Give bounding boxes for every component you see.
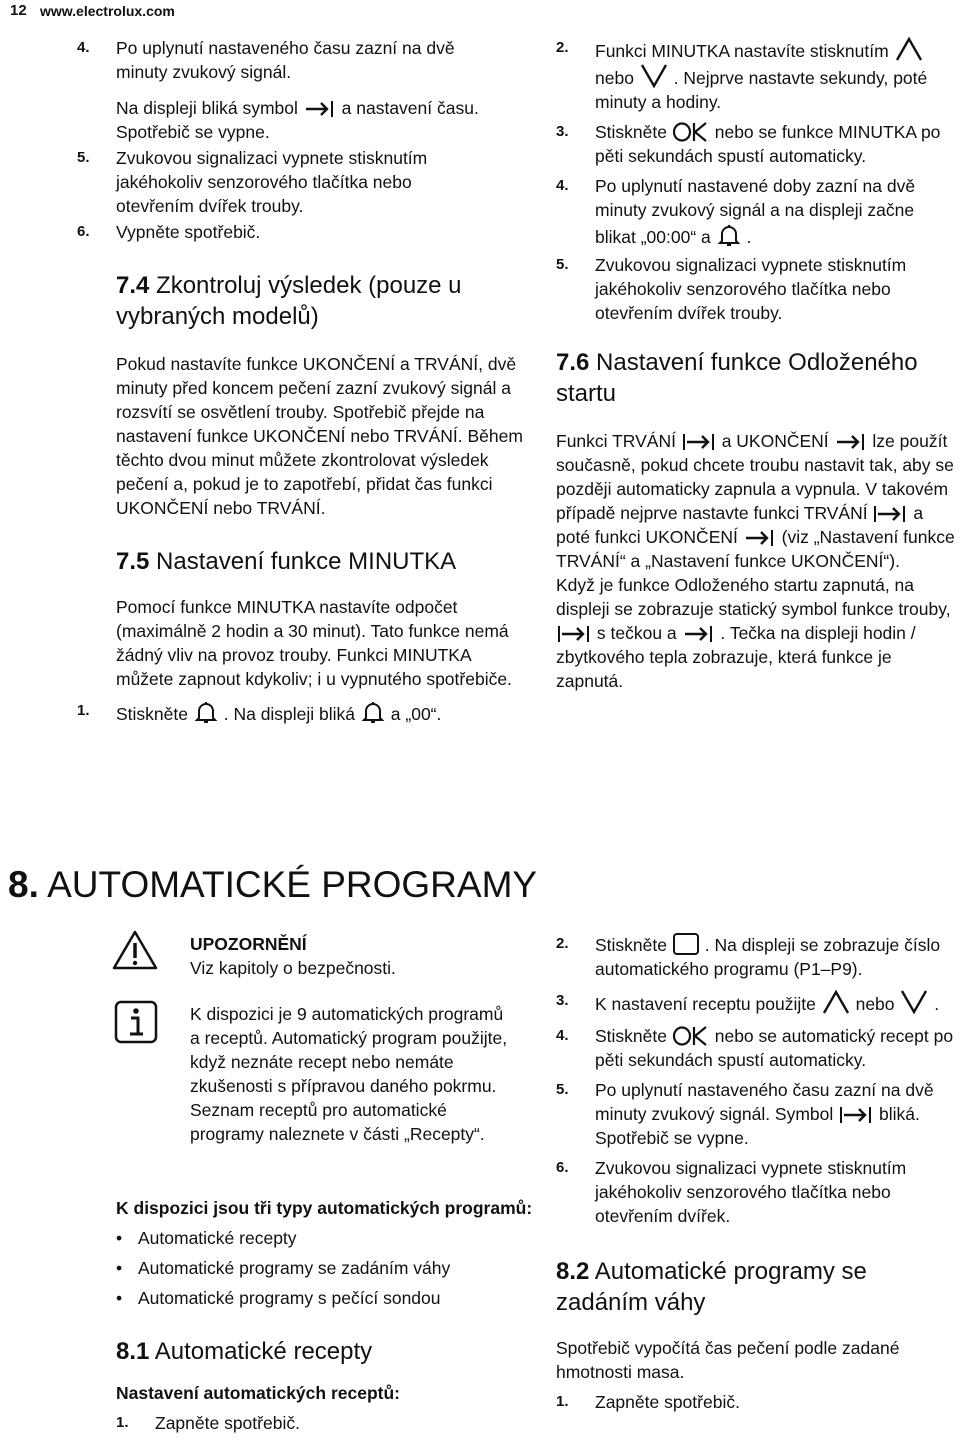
- left-column: [77, 36, 526, 726]
- duration-icon: [872, 504, 908, 524]
- left-column-bottom: [116, 1196, 536, 1435]
- bell-icon: [193, 699, 219, 725]
- list-item: • Automatické programy s pečící sondou: [116, 1286, 536, 1310]
- section-8-2-paragraph: Spotřebič vypočítá čas pečení podle zadané hmotnosti masa.: [556, 1338, 900, 1382]
- list-item: 5. Po uplynutí nastaveného času zazní na dvě minuty zvukový signál. Symbol bliká. Spotřebič se vypne.: [556, 1080, 934, 1148]
- ok-icon: [672, 121, 710, 143]
- down-arrow-icon: [639, 63, 669, 89]
- duration-icon: [556, 624, 592, 644]
- down-arrow-icon: [899, 989, 929, 1015]
- list-item: 6. Zvukovou signalizaci vypnete stisknutím jakéhokoliv senzorového tlačítka nebo otevřením dvířek.: [556, 1158, 907, 1226]
- program-types-heading: K dispozici jsou tři typy automatických programů:: [116, 1198, 533, 1218]
- up-arrow-icon: [894, 36, 924, 62]
- section-heading-7-5: 7.5 Nastavení funkce MINUTKA: [116, 548, 457, 575]
- end-time-icon: [743, 528, 777, 548]
- list-item: 4. Po uplynutí nastaveného času zazní na dvě minuty zvukový signál.: [77, 38, 455, 82]
- list-item: 3. Stiskněte nebo se funkce MINUTKA po pěti sekundách spustí automaticky.: [556, 122, 941, 166]
- section-7-6-paragraph-1: Funkci TRVÁNÍ a UKONČENÍ lze použít současně, pokud chcete troubu nastavit tak, aby se později automaticky zapnula a vypnula. V takovém případě nejprve nastavte funkci TRVÁNÍ a poté funkci UKONČENÍ (viz „Nastavení funkce TRVÁNÍ“ a „Nastavení funkce UKONČENÍ“).: [556, 431, 955, 571]
- end-time-icon: [303, 99, 337, 119]
- section-heading-7-4: 7.4 Zkontroluj výsledek (pouze u vybraných modelů): [116, 272, 462, 330]
- section-heading-8-1: 8.1 Automatické recepty: [116, 1338, 373, 1365]
- chapter-heading-8: 8. AUTOMATICKÉ PROGRAMY: [8, 864, 538, 905]
- section-8-1-subheading: Nastavení automatických receptů:: [116, 1383, 400, 1403]
- list-item: 2. Funkci MINUTKA nastavíte stisknutím nebo . Nejprve nastavte sekundy, poté minuty a hodiny.: [556, 36, 956, 114]
- list-item: 4. Stiskněte nebo se automatický recept po pěti sekundách spustí automaticky.: [556, 1026, 954, 1070]
- warning-text: Viz kapitoly o bezpečnosti.: [190, 958, 396, 978]
- duration-icon: [838, 1105, 874, 1125]
- page-number: 12: [10, 2, 27, 19]
- section-heading-8-2: 8.2 Automatické programy se zadáním váhy: [556, 1258, 867, 1316]
- section-heading-7-6: 7.6 Nastavení funkce Odloženého startu: [556, 349, 918, 407]
- list-item: 1. Zapněte spotřebič.: [556, 1392, 740, 1412]
- warning-icon: [112, 930, 158, 970]
- list-item: • Automatické programy se zadáním váhy: [116, 1256, 536, 1280]
- list-item: 2. Stiskněte . Na displeji se zobrazuje číslo automatického programu (P1–P9).: [556, 932, 960, 981]
- program-button-icon: [672, 932, 700, 956]
- up-arrow-icon: [821, 989, 851, 1015]
- end-time-icon: [834, 432, 868, 452]
- right-column-bottom: [556, 932, 960, 1414]
- list-item: 3. K nastavení receptu použijte nebo .: [556, 989, 960, 1016]
- list-item: 1. Stiskněte . Na displeji bliká a „00“.: [77, 699, 487, 726]
- section-7-5-paragraph: Pomocí funkce MINUTKA nastavíte odpočet (maximálně 2 hodin a 30 minut). Tato funkce nemá žádný vliv na provoz trouby. Funkci MINUTKA můžete zapnout kdykoliv; i u vypnutého spotřebiče.: [116, 597, 512, 689]
- bell-icon: [716, 222, 742, 248]
- list-item: 5. Zvukovou signalizaci vypnete stisknutím jakéhokoliv senzorového tlačítka nebo otevřením dvířek trouby.: [77, 148, 428, 216]
- warning-title: UPOZORNĚNÍ: [190, 934, 307, 954]
- list-item: 5. Zvukovou signalizaci vypnete stisknutím jakéhokoliv senzorového tlačítka nebo otevřením dvířek trouby.: [556, 255, 907, 323]
- list-item-note: Na displeji bliká symbol a nastavení času. Spotřebič se vypne.: [116, 98, 479, 142]
- header-url: www.electrolux.com: [40, 3, 175, 19]
- ok-icon: [672, 1025, 710, 1047]
- page-header: [0, 0, 960, 28]
- bell-icon: [360, 699, 386, 725]
- warning-note: [190, 932, 520, 980]
- list-item: 6. Vypněte spotřebič.: [77, 222, 261, 242]
- list-item: 4. Po uplynutí nastavené doby zazní na dvě minuty zvukový signál a na displeji začne blikat „00:00“ a .: [556, 176, 916, 247]
- list-item: • Automatické recepty: [116, 1226, 536, 1250]
- section-7-4-paragraph: Pokud nastavíte funkce UKONČENÍ a TRVÁNÍ, dvě minuty před koncem pečení zazní zvukový signál a rozsvítí se osvětlení trouby. Spotřebič přejde na nastavení funkce UKONČENÍ nebo TRVÁNÍ. Během těchto dvou minut můžete zkontrolovat výsledek pečení a, pokud je to zapotřebí, přidat čas funkci UKONČENÍ nebo TRVÁNÍ.: [116, 354, 523, 518]
- info-note: K dispozici je 9 automatických programů a receptů. Automatický program použijte, když neznáte recept nebo nemáte zkušenosti s přípravou daného pokrmu. Seznam receptů pro automatické programy naleznete v části „Recepty“.: [190, 1004, 508, 1144]
- section-7-6-paragraph-2: Když je funkce Odloženého startu zapnutá, na displeji se zobrazuje statický symbol funkce trouby, s tečkou a . Tečka na displeji hodin / zbytkového tepla zobrazuje, která funkce je zapnutá.: [556, 575, 951, 691]
- right-column: [556, 36, 956, 693]
- list-item: 1. Zapněte spotřebič.: [116, 1413, 300, 1433]
- duration-icon: [681, 432, 717, 452]
- info-icon: [114, 1000, 158, 1044]
- end-time-icon: [682, 624, 716, 644]
